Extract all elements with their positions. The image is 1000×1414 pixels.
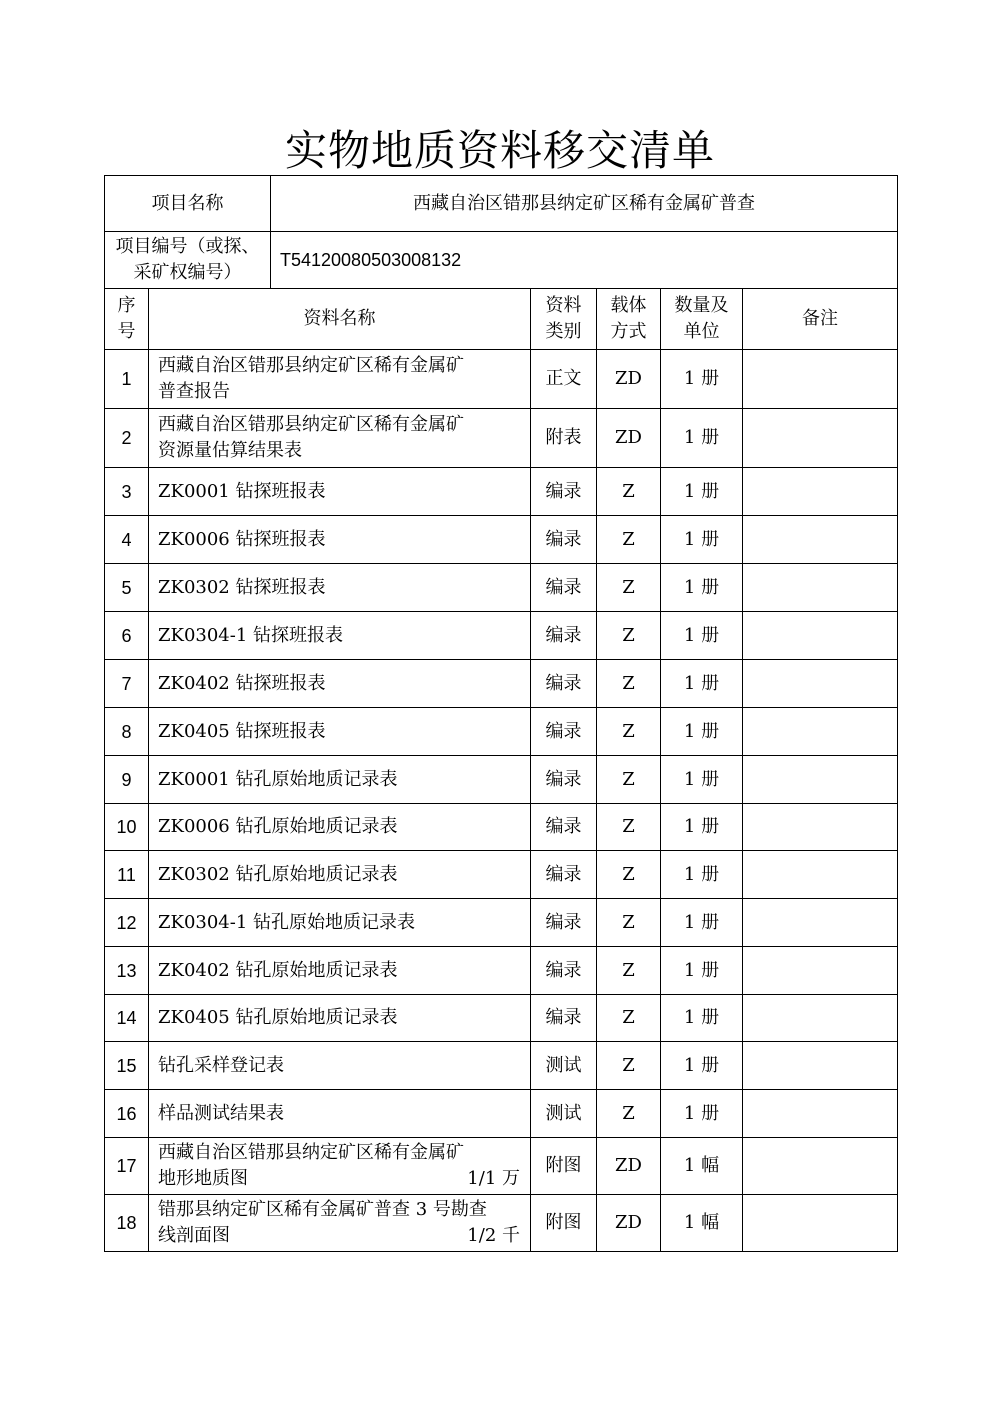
row-type: 编录 — [531, 708, 597, 756]
row-qty: 1 册 — [661, 756, 743, 804]
row-carrier: ZD — [597, 1138, 661, 1195]
row-name-line2 — [158, 1223, 520, 1249]
row-remark — [743, 1138, 898, 1195]
row-name-line2 — [158, 379, 520, 405]
row-name — [149, 468, 531, 516]
table-row — [105, 516, 898, 564]
row-name-line2-text: 普查报告 — [158, 381, 230, 402]
row-seq: 9 — [105, 756, 149, 804]
row-carrier: Z — [597, 947, 661, 995]
table-row — [105, 1090, 898, 1138]
row-remark — [743, 1090, 898, 1138]
row-carrier: ZD — [597, 350, 661, 409]
row-seq: 12 — [105, 899, 149, 947]
header-qty-line2: 单位 — [683, 321, 720, 342]
row-type: 附表 — [531, 409, 597, 468]
row-name-line1: ZK0304-1 钻孔原始地质记录表 — [158, 911, 416, 933]
row-type: 编录 — [531, 756, 597, 804]
row-name — [149, 350, 531, 409]
row-carrier: ZD — [597, 1195, 661, 1252]
row-seq: 18 — [105, 1195, 149, 1252]
row-name-line1: 西藏自治区错那县纳定矿区稀有金属矿 — [158, 355, 464, 376]
row-name — [149, 564, 531, 612]
row-remark — [743, 409, 898, 468]
row-qty: 1 册 — [661, 708, 743, 756]
project-code-row — [105, 232, 898, 289]
row-carrier: Z — [597, 516, 661, 564]
table-row — [105, 1138, 898, 1195]
row-type: 测试 — [531, 1042, 597, 1090]
row-seq: 10 — [105, 804, 149, 851]
row-name — [149, 995, 531, 1042]
row-carrier: Z — [597, 804, 661, 851]
row-qty: 1 册 — [661, 350, 743, 409]
row-type: 编录 — [531, 660, 597, 708]
row-name — [149, 899, 531, 947]
row-type: 编录 — [531, 947, 597, 995]
row-qty: 1 册 — [661, 995, 743, 1042]
row-name-line1: 钻孔采样登记表 — [158, 1054, 284, 1076]
row-seq: 2 — [105, 409, 149, 468]
table-row — [105, 612, 898, 660]
row-type: 附图 — [531, 1138, 597, 1195]
row-seq: 6 — [105, 612, 149, 660]
row-name-line1: 西藏自治区错那县纳定矿区稀有金属矿 — [158, 1142, 464, 1163]
table-row — [105, 350, 898, 409]
header-seq — [105, 289, 149, 350]
row-carrier: Z — [597, 660, 661, 708]
project-name-row — [105, 176, 898, 232]
row-name-line1: ZK0405 钻孔原始地质记录表 — [158, 1007, 398, 1028]
row-name-line1: 西藏自治区错那县纳定矿区稀有金属矿 — [158, 414, 464, 435]
row-carrier: Z — [597, 995, 661, 1042]
row-carrier: Z — [597, 564, 661, 612]
header-carrier-line1: 载体 — [610, 295, 647, 316]
row-seq: 5 — [105, 564, 149, 612]
row-qty: 1 册 — [661, 899, 743, 947]
row-seq: 3 — [105, 468, 149, 516]
row-qty: 1 册 — [661, 468, 743, 516]
row-seq: 8 — [105, 708, 149, 756]
page-title: 实物地质资料移交清单 — [284, 126, 715, 175]
row-carrier: Z — [597, 708, 661, 756]
row-name — [149, 1090, 531, 1138]
row-qty: 1 册 — [661, 947, 743, 995]
row-type: 编录 — [531, 516, 597, 564]
row-remark — [743, 851, 898, 899]
row-name — [149, 1195, 531, 1252]
row-remark — [743, 756, 898, 804]
row-remark — [743, 995, 898, 1042]
header-remark: 备注 — [743, 289, 898, 350]
table-row — [105, 851, 898, 899]
row-remark — [743, 516, 898, 564]
row-name — [149, 516, 531, 564]
row-carrier: Z — [597, 612, 661, 660]
row-name-line2-text: 资源量估算结果表 — [158, 440, 302, 461]
row-scale: 1/1 万 — [467, 1168, 520, 1189]
row-carrier: Z — [597, 899, 661, 947]
row-seq: 1 — [105, 350, 149, 409]
row-seq: 16 — [105, 1090, 149, 1138]
table-row — [105, 804, 898, 851]
row-name-line1: 样品测试结果表 — [158, 1102, 284, 1124]
row-name — [149, 660, 531, 708]
row-name-line2-text: 地形地质图 — [158, 1168, 248, 1189]
table-row — [105, 708, 898, 756]
row-seq: 17 — [105, 1138, 149, 1195]
row-remark — [743, 1042, 898, 1090]
row-seq: 14 — [105, 995, 149, 1042]
row-seq: 4 — [105, 516, 149, 564]
row-remark — [743, 708, 898, 756]
row-seq: 7 — [105, 660, 149, 708]
row-name-line1: ZK0006 钻孔原始地质记录表 — [158, 816, 398, 837]
transfer-list-table — [104, 175, 898, 1252]
header-qty — [661, 289, 743, 350]
project-code-label — [105, 232, 271, 289]
row-name — [149, 851, 531, 899]
table-row — [105, 756, 898, 804]
row-type: 编录 — [531, 612, 597, 660]
row-name-line1: ZK0001 钻孔原始地质记录表 — [158, 768, 398, 790]
row-remark — [743, 660, 898, 708]
row-type: 编录 — [531, 851, 597, 899]
project-name-label: 项目名称 — [105, 176, 271, 232]
row-carrier: ZD — [597, 409, 661, 468]
row-seq: 15 — [105, 1042, 149, 1090]
table-row — [105, 409, 898, 468]
row-type: 编录 — [531, 564, 597, 612]
row-type: 编录 — [531, 468, 597, 516]
table-row — [105, 1042, 898, 1090]
row-name — [149, 409, 531, 468]
row-qty: 1 册 — [661, 516, 743, 564]
header-row — [105, 289, 898, 350]
row-remark — [743, 804, 898, 851]
row-name-line1: ZK0006 钻探班报表 — [158, 528, 326, 550]
row-qty: 1 册 — [661, 612, 743, 660]
row-qty: 1 幅 — [661, 1138, 743, 1195]
row-carrier: Z — [597, 468, 661, 516]
row-carrier: Z — [597, 756, 661, 804]
header-type — [531, 289, 597, 350]
project-name-value: 西藏自治区错那县纳定矿区稀有金属矿普查 — [271, 176, 898, 232]
row-carrier: Z — [597, 1042, 661, 1090]
row-name-line1: ZK0402 钻孔原始地质记录表 — [158, 959, 398, 981]
row-carrier: Z — [597, 851, 661, 899]
header-type-line2: 类别 — [545, 321, 582, 342]
header-seq-line2: 号 — [117, 321, 136, 342]
row-type: 编录 — [531, 899, 597, 947]
row-qty: 1 册 — [661, 851, 743, 899]
table-row — [105, 468, 898, 516]
table-row — [105, 660, 898, 708]
header-carrier-line2: 方式 — [610, 321, 647, 342]
project-code-label-line2: 采矿权编号） — [133, 262, 242, 283]
row-name-line1: ZK0402 钻探班报表 — [158, 672, 326, 694]
row-remark — [743, 612, 898, 660]
row-qty: 1 册 — [661, 804, 743, 851]
row-scale: 1/2 千 — [467, 1225, 520, 1246]
row-qty: 1 册 — [661, 1042, 743, 1090]
row-name — [149, 612, 531, 660]
table-row — [105, 564, 898, 612]
table-row — [105, 947, 898, 995]
row-name — [149, 1042, 531, 1090]
row-name — [149, 708, 531, 756]
row-name-line2-text: 线剖面图 — [158, 1225, 230, 1246]
table-row — [105, 1195, 898, 1252]
row-name-line1: 错那县纳定矿区稀有金属矿普查 3 号勘查 — [158, 1199, 487, 1220]
row-qty: 1 册 — [661, 409, 743, 468]
row-seq: 11 — [105, 851, 149, 899]
row-remark — [743, 350, 898, 409]
header-name: 资料名称 — [149, 289, 531, 350]
row-qty: 1 幅 — [661, 1195, 743, 1252]
row-remark — [743, 947, 898, 995]
row-qty: 1 册 — [661, 1090, 743, 1138]
header-seq-line1: 序 — [117, 295, 136, 316]
row-name-line2 — [158, 438, 520, 464]
project-code-value: T54120080503008132 — [271, 232, 898, 289]
row-name-line1: ZK0302 钻孔原始地质记录表 — [158, 863, 398, 885]
row-remark — [743, 468, 898, 516]
header-carrier — [597, 289, 661, 350]
row-type: 正文 — [531, 350, 597, 409]
row-type: 测试 — [531, 1090, 597, 1138]
header-type-line1: 资料 — [545, 295, 582, 316]
row-name — [149, 947, 531, 995]
table-row — [105, 995, 898, 1042]
row-name — [149, 804, 531, 851]
row-remark — [743, 564, 898, 612]
row-remark — [743, 1195, 898, 1252]
row-name — [149, 1138, 531, 1195]
row-name-line1: ZK0304-1 钻探班报表 — [158, 624, 344, 646]
row-name — [149, 756, 531, 804]
row-type: 编录 — [531, 995, 597, 1042]
row-name-line2 — [158, 1166, 520, 1192]
row-qty: 1 册 — [661, 564, 743, 612]
header-qty-line1: 数量及 — [674, 295, 729, 316]
row-type: 附图 — [531, 1195, 597, 1252]
row-seq: 13 — [105, 947, 149, 995]
row-remark — [743, 899, 898, 947]
row-type: 编录 — [531, 804, 597, 851]
table-row — [105, 899, 898, 947]
row-name-line1: ZK0302 钻探班报表 — [158, 576, 326, 598]
row-name-line1: ZK0001 钻探班报表 — [158, 480, 326, 502]
row-carrier: Z — [597, 1090, 661, 1138]
row-name-line1: ZK0405 钻探班报表 — [158, 720, 326, 742]
row-qty: 1 册 — [661, 660, 743, 708]
project-code-label-line1: 项目编号（或探、 — [115, 236, 260, 257]
